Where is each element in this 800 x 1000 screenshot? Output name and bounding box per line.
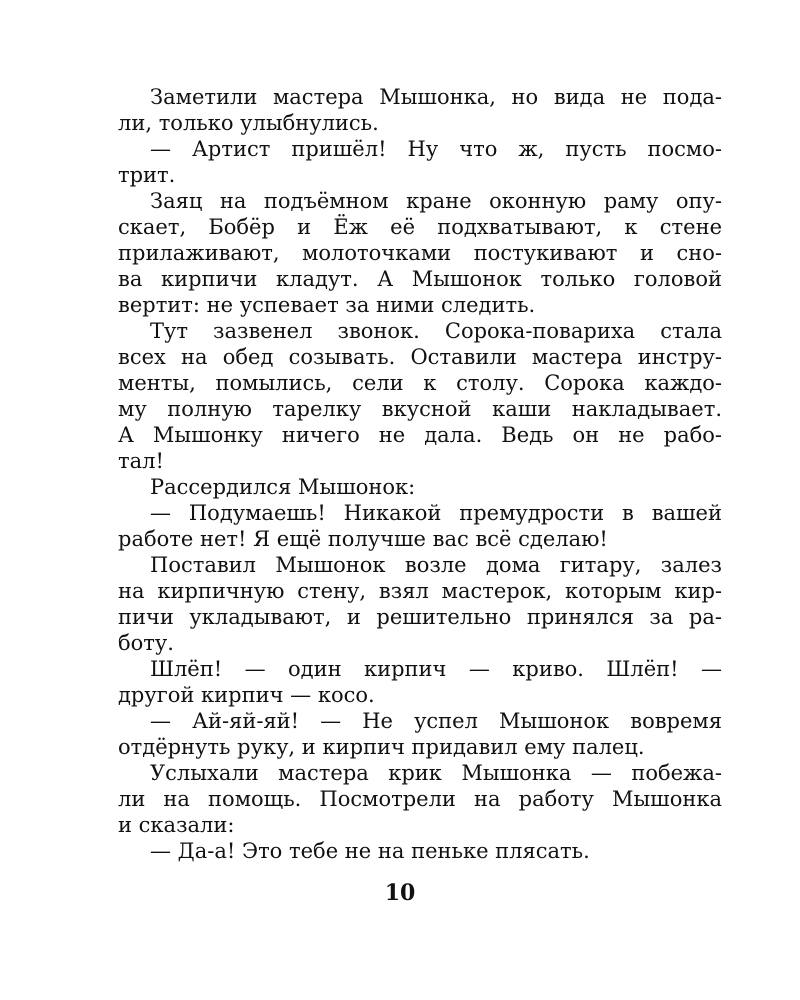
text-line: всех на обед созывать. Оставили мастера инстру- bbox=[118, 345, 722, 369]
text-line: — Артист пришёл! Ну что ж, пусть посмо- bbox=[150, 137, 722, 161]
text-line: вертит: не успевает за ними следить. bbox=[118, 293, 536, 317]
text-line: Услыхали мастера крик Мышонка — побежа- bbox=[150, 761, 722, 785]
story-text bbox=[118, 84, 722, 864]
text-line: А Мышонку ничего не дала. Ведь он не рабо- bbox=[118, 423, 722, 447]
text-line: Заяц на подъёмном кране оконную раму опу- bbox=[150, 189, 722, 213]
text-line: и сказали: bbox=[118, 813, 235, 837]
text-line: му полную тарелку вкусной каши накладывает. bbox=[118, 397, 722, 421]
text-line: скает, Бобёр и Ёж её подхватывают, к стене bbox=[118, 215, 722, 239]
text-line: — Да-а! Это тебе не на пеньке плясать. bbox=[150, 839, 590, 863]
text-line: Тут зазвенел звонок. Сорока-повариха стала bbox=[150, 319, 722, 343]
text-line: Рассердился Мышонок: bbox=[150, 475, 416, 499]
text-line: — Ай-яй-яй! — Не успел Мышонок вовремя bbox=[150, 709, 722, 733]
page-number: 10 bbox=[384, 880, 416, 906]
text-line: боту. bbox=[118, 631, 174, 655]
text-line: трит. bbox=[118, 163, 176, 187]
text-line: другой кирпич — косо. bbox=[118, 683, 375, 707]
text-line: прилаживают, молоточками постукивают и сно- bbox=[118, 241, 722, 265]
text-line: Заметили мастера Мышонка, но вида не пода- bbox=[150, 85, 722, 109]
text-line: Поставил Мышонок возле дома гитару, залез bbox=[150, 553, 722, 577]
text-line: менты, помылись, сели к столу. Сорока каждо- bbox=[118, 371, 722, 395]
text-line: пичи укладывают, и решительно принялся за ра- bbox=[118, 605, 722, 629]
text-line: ли, только улыбнулись. bbox=[118, 111, 379, 135]
text-line: тал! bbox=[118, 449, 164, 473]
text-line: Шлёп! — один кирпич — криво. Шлёп! — bbox=[150, 657, 722, 681]
text-line: отдёрнуть руку, и кирпич придавил ему палец. bbox=[118, 735, 645, 759]
text-line: на кирпичную стену, взял мастерок, которым кир- bbox=[118, 579, 722, 603]
text-line: работе нет! Я ещё получше вас всё сделаю! bbox=[118, 527, 608, 551]
text-line: ли на помощь. Посмотрели на работу Мышонка bbox=[118, 787, 722, 811]
text-line: — Подумаешь! Никакой премудрости в вашей bbox=[150, 501, 722, 525]
text-line: ва кирпичи кладут. А Мышонок только головой bbox=[118, 267, 722, 291]
